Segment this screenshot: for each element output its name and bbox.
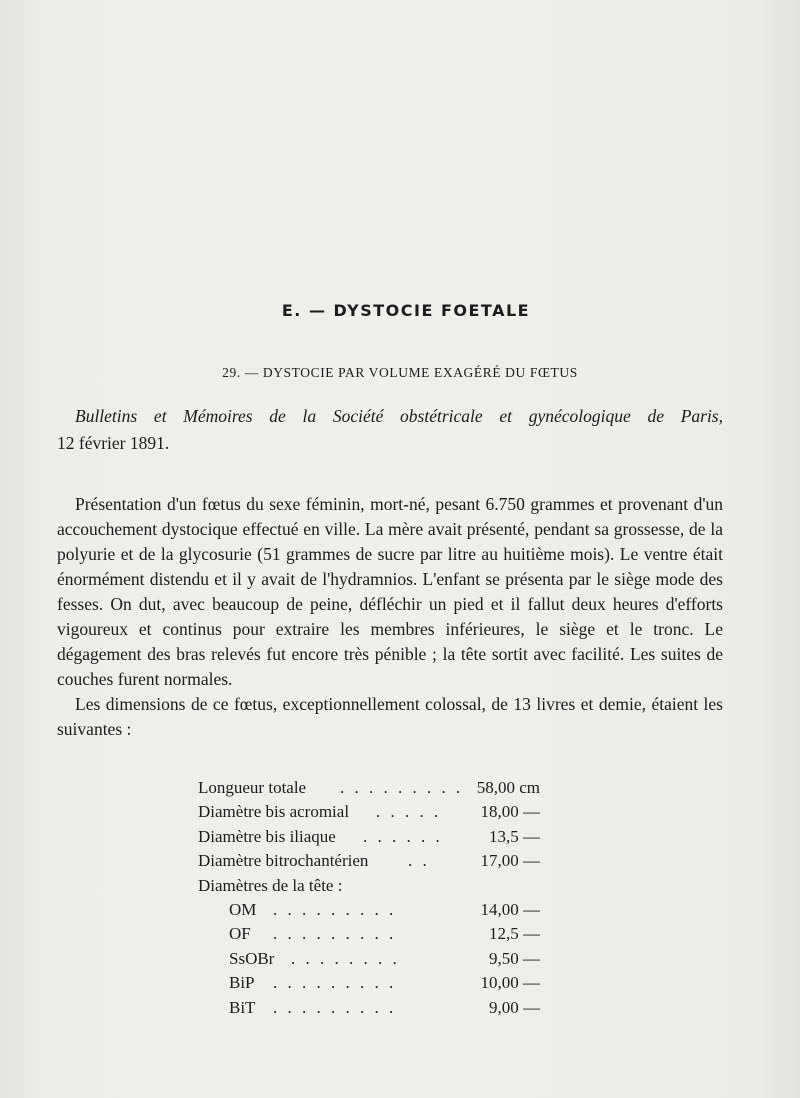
dimension-value: 9,00 — [489,997,540,1017]
citation-date: 12 février 1891. [57,433,170,453]
dimension-leader-dots: . . [408,851,430,871]
dimension-row [198,825,558,849]
dimension-leader-dots: . . . . . . . . . [340,778,464,797]
dimension-value: 13,5 — [489,826,540,846]
dimension-label: OF [229,924,251,944]
citation-source: Bulletins et Mémoires de la Société obstétricale et gynécologique de Paris, [75,406,723,426]
dimension-row [198,947,558,971]
dimension-row [198,800,558,824]
dimension-row [198,849,558,873]
paragraph-dimensions-intro: Les dimensions de ce fœtus, exceptionnellement colossal, de 13 livres et demie, étaient les suivantes : [57,694,723,739]
dimension-value: 10,00 — [480,973,540,993]
entry-heading: 29. — DYSTOCIE PAR VOLUME EXAGÉRÉ DU FŒTUS [222,365,578,380]
body-text [57,492,723,742]
dimension-label: Diamètre bis iliaque [198,826,336,846]
dimension-row [198,898,558,922]
dimension-leader-dots: . . . . . . . . . [273,899,397,919]
dimension-label: BiT [229,997,256,1017]
dimension-value: 18,00 — [480,802,540,822]
paragraph-case-description: Présentation d'un fœtus du sexe féminin, mort-né, pesant 6.750 grammes et provenant d'un accouchement dystocique effectué en ville. La mère avait présenté, pendant sa grossesse, de la polyurie et de la glycosurie (51 grammes de sucre par litre au huitième mois). Le ventre était énormément distendu et il y avait de l'hydramnios. L'enfant se présenta par le siège mode des fesses. On dut, avec beaucoup de peine, défléchir un pied et il fallut deux heures d'efforts vigoureux et continus pour extraire les membres inférieures, le siège et le tronc. Le dégagement des bras relevés fut encore très pénible ; la tête sortit avec facilité. Les suites de couches furent normales. [57,494,723,689]
dimension-leader-dots: . . . . . . [363,826,443,846]
dimension-label: Diamètre bitrochantérien [198,851,369,871]
dimension-group-label: Diamètres de la tête : [198,875,343,895]
dimension-row [198,776,558,800]
dimension-row [198,971,558,995]
dimension-label: OM [229,899,257,919]
dimension-value: 9,50 — [489,948,540,968]
dimension-value: 12,5 — [489,924,540,944]
citation [57,403,723,457]
dimension-leader-dots: . . . . . . . . . [273,997,397,1017]
dimension-label: SsOBr [229,948,275,968]
dimension-row [198,996,558,1020]
dimension-row-heading [198,874,558,898]
dimension-leader-dots: . . . . . . . . [291,948,400,968]
dimension-value: 58,00 cm [476,778,540,797]
dimensions-table [198,776,558,1020]
dimension-row [198,922,558,946]
dimension-label: Longueur totale [198,778,307,797]
dimension-label: Diamètre bis acromial [198,802,350,822]
dimension-value: 17,00 — [480,851,540,871]
dimension-leader-dots: . . . . . . . . . [273,924,397,944]
dimension-leader-dots: . . . . . . . . . [273,973,397,993]
dimension-leader-dots: . . . . . [376,802,442,822]
section-title: E. — DYSTOCIE FOETALE [281,301,531,320]
dimension-label: BiP [229,973,255,993]
dimension-value: 14,00 — [480,899,540,919]
